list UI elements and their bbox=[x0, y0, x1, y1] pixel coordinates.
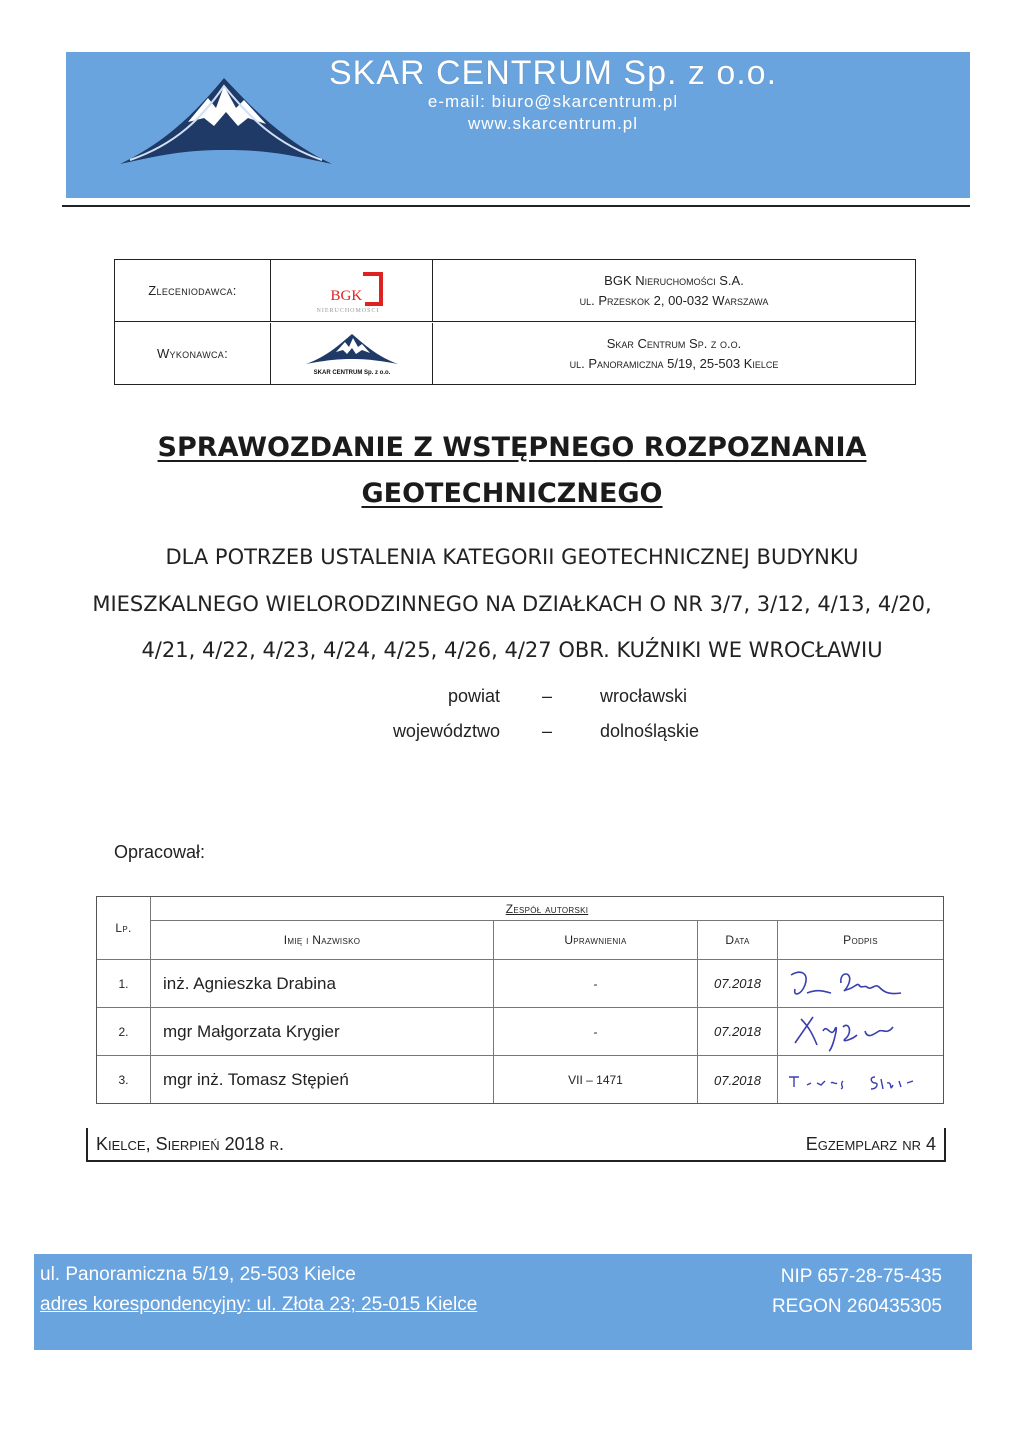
contractor-address: ul. Panoramiczna 5/19, 25-503 Kielce bbox=[569, 355, 779, 371]
row-lp: 1. bbox=[118, 976, 129, 991]
footer-banner bbox=[34, 1254, 972, 1350]
bgk-logo-subtext: NIERUCHOMOŚCI bbox=[316, 307, 380, 314]
copy-number: Egzemplarz nr 4 bbox=[805, 1134, 936, 1154]
client-name: BGK Nieruchomości S.A. bbox=[604, 272, 744, 288]
footer-nip: NIP 657-28-75-435 bbox=[780, 1266, 942, 1287]
row-lp: 3. bbox=[118, 1073, 129, 1087]
report-title-line2: GEOTECHNICZNEGO bbox=[361, 478, 663, 509]
row-name: mgr Małgorzata Krygier bbox=[163, 1021, 340, 1041]
signature-stepien-icon bbox=[783, 1067, 933, 1097]
contractor-details bbox=[433, 323, 915, 384]
bgk-mark-icon bbox=[361, 272, 383, 306]
row-date: 07.2018 bbox=[714, 1072, 761, 1088]
powiat-value: wrocławski bbox=[600, 686, 688, 706]
row-name: inż. Agnieszka Drabina bbox=[163, 973, 336, 993]
bgk-logo-text: BGK bbox=[330, 287, 363, 304]
wojewodztwo-dash: – bbox=[542, 721, 553, 741]
skar-small-logo-icon bbox=[292, 332, 412, 376]
report-subtitle-line3: 4/21, 4/22, 4/23, 4/24, 4/25, 4/26, 4/27 OBR. KUŹNIKI WE WROCŁAWIU bbox=[141, 638, 883, 662]
authors-table bbox=[96, 896, 944, 1104]
signature-drabina-icon bbox=[783, 963, 933, 1005]
row-date: 07.2018 bbox=[714, 976, 761, 991]
col-header-license: Uprawnienia bbox=[564, 932, 627, 947]
wojewodztwo-label: województwo bbox=[392, 721, 500, 741]
client-row bbox=[115, 260, 915, 322]
col-header-signature: Podpis bbox=[843, 932, 878, 947]
col-header-date: Data bbox=[725, 932, 750, 947]
bgk-logo bbox=[317, 266, 387, 316]
row-license: - bbox=[593, 1024, 598, 1039]
footer-address: ul. Panoramiczna 5/19, 25-503 Kielce bbox=[40, 1264, 356, 1285]
col-header-name: Imię i Nazwisko bbox=[283, 932, 361, 947]
contractor-label: Wykonawca: bbox=[115, 323, 271, 384]
header-rule bbox=[62, 205, 970, 207]
row-name: mgr inż. Tomasz Stępień bbox=[163, 1070, 349, 1089]
row-license: VII – 1471 bbox=[568, 1073, 623, 1087]
contractor-name: Skar Centrum Sp. z o.o. bbox=[606, 335, 742, 351]
client-logo-cell bbox=[271, 260, 433, 321]
powiat-label: powiat bbox=[447, 686, 500, 706]
col-header-lp: Lp. bbox=[115, 921, 132, 935]
wojewodztwo-row bbox=[0, 721, 1024, 749]
place-date-line bbox=[86, 1128, 946, 1162]
footer-correspondence-address: adres korespondencyjny: ul. Złota 23; 25-015 Kielce bbox=[40, 1294, 478, 1315]
group-header-authors: Zespół autorski bbox=[505, 901, 589, 916]
contractor-row bbox=[115, 323, 915, 384]
powiat-dash: – bbox=[542, 686, 553, 706]
client-details bbox=[433, 260, 915, 321]
powiat-row bbox=[0, 686, 1024, 714]
report-subtitle-line2: MIESZKALNEGO WIELORODZINNEGO NA DZIAŁKACH O NR 3/7, 3/12, 4/13, 4/20, bbox=[92, 592, 932, 616]
header-banner bbox=[66, 52, 970, 198]
place-date: Kielce, Sierpień 2018 r. bbox=[96, 1134, 285, 1154]
company-website: www.skarcentrum.pl bbox=[467, 114, 639, 133]
client-label: Zleceniodawca: bbox=[115, 260, 271, 321]
wojewodztwo-value: dolnośląskie bbox=[600, 721, 700, 741]
report-subtitle-line1: DLA POTRZEB USTALENIA KATEGORII GEOTECHNICZNEJ BUDYNKU bbox=[165, 545, 859, 569]
signature-krygier-icon bbox=[783, 1009, 933, 1053]
row-lp: 2. bbox=[118, 1024, 129, 1039]
report-title-line1: SPRAWOZDANIE Z WSTĘPNEGO ROZPOZNANIA bbox=[157, 432, 867, 463]
contractor-logo-cell bbox=[271, 323, 433, 384]
row-license: - bbox=[593, 976, 598, 991]
footer-regon: REGON 260435305 bbox=[771, 1296, 942, 1317]
client-address: ul. Przeskok 2, 00-032 Warszawa bbox=[579, 292, 769, 308]
company-email: e-mail: biuro@skarcentrum.pl bbox=[427, 92, 679, 111]
company-name: SKAR CENTRUM Sp. z o.o. bbox=[328, 54, 778, 92]
row-date: 07.2018 bbox=[714, 1024, 761, 1039]
skar-small-logo-text: SKAR CENTRUM Sp. z o.o. bbox=[313, 369, 390, 376]
parties-table bbox=[114, 259, 916, 385]
prepared-by-label: Opracował: bbox=[114, 842, 206, 862]
